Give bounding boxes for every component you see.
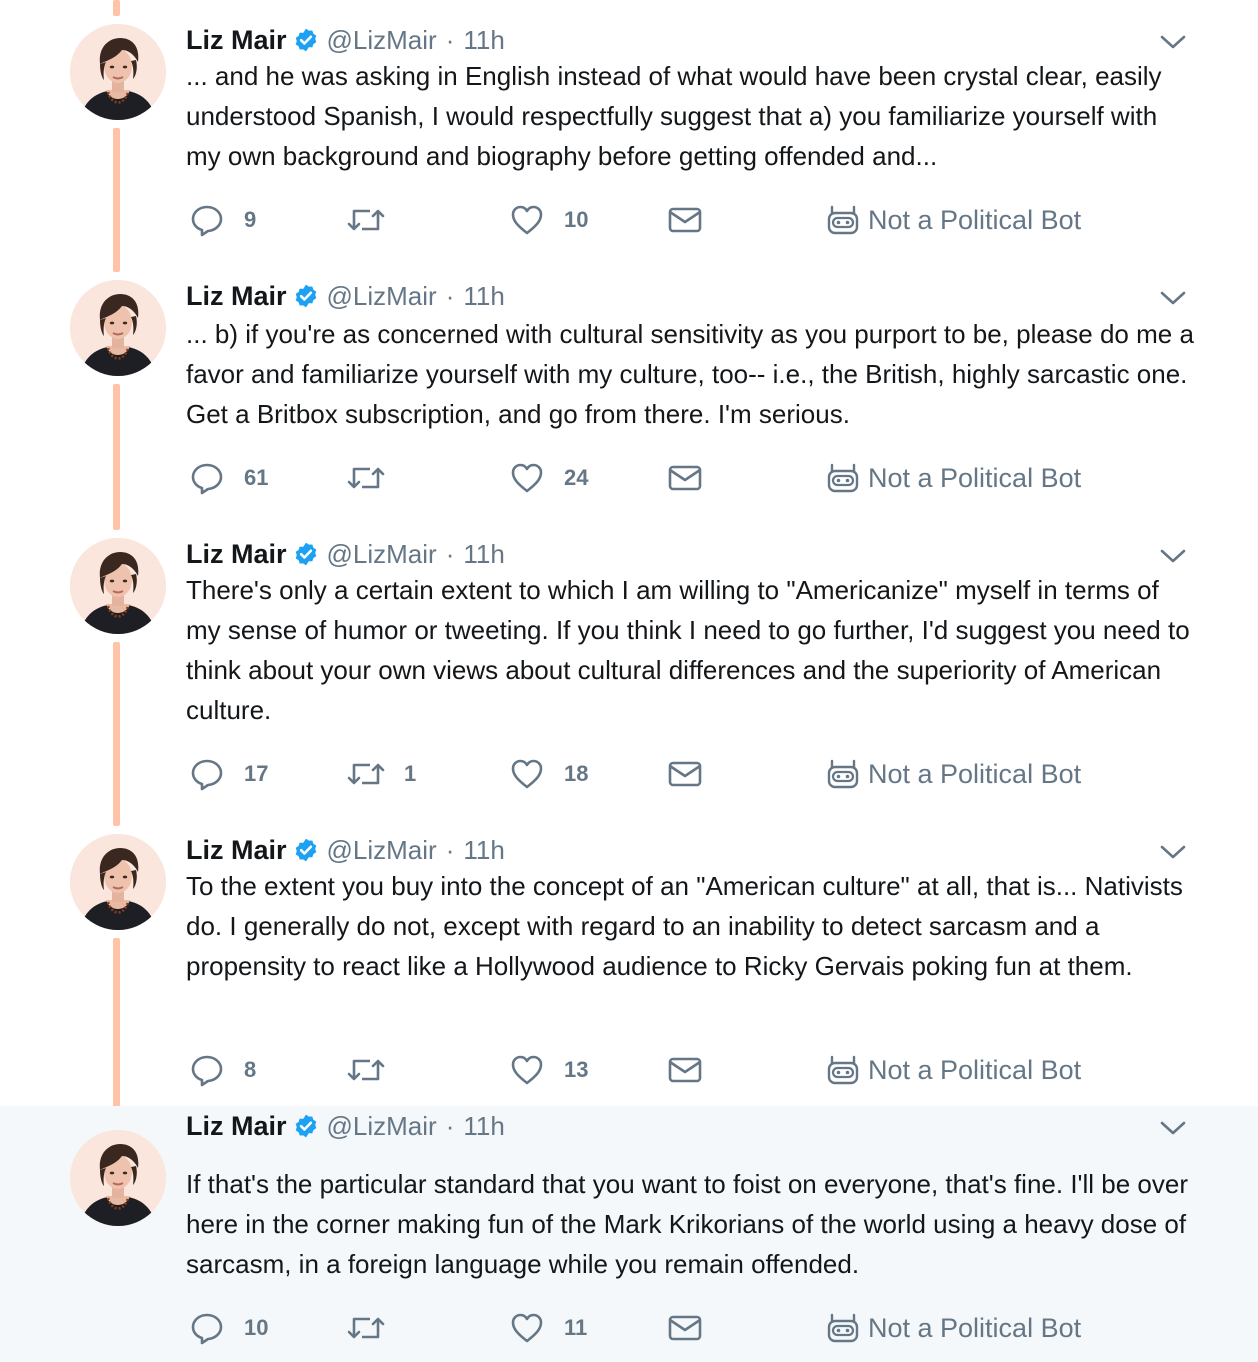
separator-dot: ·	[445, 1110, 455, 1141]
chevron-down-icon[interactable]	[1158, 546, 1188, 566]
tweet-header	[186, 276, 505, 316]
chevron-down-icon[interactable]	[1158, 842, 1188, 862]
heart-icon	[510, 1312, 544, 1344]
mail-icon	[668, 1314, 702, 1342]
separator-dot: ·	[445, 24, 455, 55]
not-a-political-bot-button[interactable]	[826, 200, 1081, 240]
direct-message-button[interactable]	[668, 1050, 702, 1090]
direct-message-button[interactable]	[668, 1308, 702, 1348]
retweet-button[interactable]	[346, 200, 404, 240]
timestamp[interactable]: 11h	[463, 280, 505, 311]
author-name[interactable]: Liz Mair	[186, 1110, 287, 1141]
mail-icon	[668, 1056, 702, 1084]
chevron-down-icon[interactable]	[1158, 32, 1188, 52]
tweet[interactable]	[0, 830, 1258, 1106]
avatar-image	[70, 1130, 166, 1226]
heart-icon	[510, 1054, 544, 1086]
like-button[interactable]	[510, 200, 588, 240]
retweet-button[interactable]	[346, 754, 416, 794]
avatar[interactable]	[70, 280, 166, 376]
author-handle[interactable]: @LizMair	[326, 1110, 437, 1141]
tweet-header	[186, 20, 505, 60]
tweet-header	[186, 534, 505, 574]
reply-button[interactable]	[190, 458, 268, 498]
tweet-actions	[186, 754, 1186, 794]
bot-icon	[826, 203, 860, 237]
not-a-political-bot-button[interactable]	[826, 1050, 1081, 1090]
avatar[interactable]	[70, 24, 166, 120]
like-count: 10	[564, 207, 589, 232]
reply-count: 8	[244, 1057, 257, 1082]
tweet-text: If that's the particular standard that you want to foist on everyone, that's fine. I'll be over here in the corner making fun of the Mark Krikorians of the world using a heavy dose of sarcasm, in a foreign language while you remain offended.	[186, 1169, 1189, 1279]
like-button[interactable]	[510, 754, 588, 794]
tweet[interactable]	[0, 20, 1258, 264]
mail-icon	[668, 464, 702, 492]
retweet-button[interactable]	[346, 1308, 404, 1348]
direct-message-button[interactable]	[668, 458, 702, 498]
verified-badge-icon	[293, 541, 319, 567]
not-a-political-bot-button[interactable]	[826, 458, 1081, 498]
timestamp[interactable]: 11h	[463, 538, 505, 569]
verified-badge-icon	[293, 27, 319, 53]
author-name[interactable]: Liz Mair	[186, 538, 287, 569]
avatar-image	[70, 834, 166, 930]
reply-icon	[190, 461, 224, 495]
verified-badge-icon	[293, 283, 319, 309]
heart-icon	[510, 758, 544, 790]
chevron-down-icon[interactable]	[1158, 288, 1188, 308]
avatar-image	[70, 280, 166, 376]
not-a-political-bot-button[interactable]	[826, 754, 1081, 794]
tweet-actions	[186, 1308, 1186, 1348]
reply-button[interactable]	[190, 200, 256, 240]
like-count: 11	[564, 1315, 588, 1340]
reply-button[interactable]	[190, 1050, 256, 1090]
bot-icon	[826, 1311, 860, 1345]
bot-label: Not a Political Bot	[868, 1312, 1082, 1343]
avatar[interactable]	[70, 834, 166, 930]
avatar-image	[70, 24, 166, 120]
tweet[interactable]	[0, 1106, 1258, 1362]
reply-count: 10	[244, 1315, 269, 1340]
like-count: 24	[564, 465, 589, 490]
retweet-icon	[346, 463, 386, 493]
tweet-text: ... b) if you're as concerned with cultural sensitivity as you purport to be, please do me a favor and familiarize yourself with my culture, too-- i.e., the British, highly sarcastic one. Get a Britbox subscription, and go from there. I'm serious.	[186, 319, 1194, 429]
direct-message-button[interactable]	[668, 200, 702, 240]
bot-label: Not a Political Bot	[868, 462, 1082, 493]
like-button[interactable]	[510, 1050, 588, 1090]
bot-icon	[826, 1053, 860, 1087]
separator-dot: ·	[445, 538, 455, 569]
retweet-button[interactable]	[346, 458, 404, 498]
retweet-icon	[346, 1055, 386, 1085]
timestamp[interactable]: 11h	[463, 24, 505, 55]
verified-badge-icon	[293, 837, 319, 863]
tweet-text: There's only a certain extent to which I am willing to "Americanize" myself in terms of my sense of humor or tweeting. If you think I need to go further, I'd suggest you need to think about your own views about cultural differences and the superiority of American culture.	[186, 575, 1190, 725]
author-handle[interactable]: @LizMair	[326, 538, 437, 569]
reply-count: 17	[244, 761, 269, 786]
avatar-image	[70, 538, 166, 634]
tweet-header	[186, 1106, 505, 1146]
mail-icon	[668, 760, 702, 788]
bot-label: Not a Political Bot	[868, 204, 1082, 235]
separator-dot: ·	[445, 834, 455, 865]
bot-label: Not a Political Bot	[868, 1054, 1082, 1085]
direct-message-button[interactable]	[668, 754, 702, 794]
timestamp[interactable]: 11h	[463, 834, 505, 865]
reply-count: 9	[244, 207, 257, 232]
tweet[interactable]	[0, 276, 1258, 520]
tweet-actions	[186, 458, 1186, 498]
not-a-political-bot-button[interactable]	[826, 1308, 1081, 1348]
bot-icon	[826, 461, 860, 495]
tweet-text: ... and he was asking in English instead of what would have been crystal clear, easily understood Spanish, I would respectfully suggest that a) you familiarize yourself with my own background and biography before getting offended and...	[186, 61, 1162, 171]
tweet-actions	[186, 1050, 1186, 1090]
bot-label: Not a Political Bot	[868, 758, 1082, 789]
reply-icon	[190, 1053, 224, 1087]
heart-icon	[510, 462, 544, 494]
verified-badge-icon	[293, 1113, 319, 1139]
author-handle[interactable]: @LizMair	[326, 24, 437, 55]
tweet[interactable]	[0, 534, 1258, 824]
timestamp[interactable]: 11h	[463, 1110, 505, 1141]
separator-dot: ·	[445, 280, 455, 311]
tweet-header	[186, 830, 505, 870]
reply-button[interactable]	[190, 754, 268, 794]
like-count: 13	[564, 1057, 589, 1082]
reply-icon	[190, 203, 224, 237]
retweet-icon	[346, 205, 386, 235]
reply-count: 61	[244, 465, 269, 490]
heart-icon	[510, 204, 544, 236]
like-button[interactable]	[510, 458, 588, 498]
author-name[interactable]: Liz Mair	[186, 280, 287, 311]
retweet-icon	[346, 759, 386, 789]
like-button[interactable]	[510, 1308, 587, 1348]
bot-icon	[826, 757, 860, 791]
chevron-down-icon[interactable]	[1158, 1118, 1188, 1138]
reply-icon	[190, 1311, 224, 1345]
retweet-icon	[346, 1313, 386, 1343]
tweet-actions	[186, 200, 1186, 240]
tweet-text: To the extent you buy into the concept of an "American culture" at all, that is... Nativists do. I generally do not, except with regard to an inability to detect sarcasm and a propensity to react like a Hollywood audience to Ricky Gervais poking fun at them.	[186, 871, 1183, 981]
author-handle[interactable]: @LizMair	[326, 834, 437, 865]
retweet-button[interactable]	[346, 1050, 404, 1090]
avatar[interactable]	[70, 538, 166, 634]
reply-button[interactable]	[190, 1308, 268, 1348]
author-handle[interactable]: @LizMair	[326, 280, 437, 311]
thread-line	[113, 0, 120, 16]
author-name[interactable]: Liz Mair	[186, 24, 287, 55]
retweet-count: 1	[404, 761, 417, 786]
mail-icon	[668, 206, 702, 234]
like-count: 18	[564, 761, 589, 786]
reply-icon	[190, 757, 224, 791]
avatar[interactable]	[70, 1130, 166, 1226]
author-name[interactable]: Liz Mair	[186, 834, 287, 865]
